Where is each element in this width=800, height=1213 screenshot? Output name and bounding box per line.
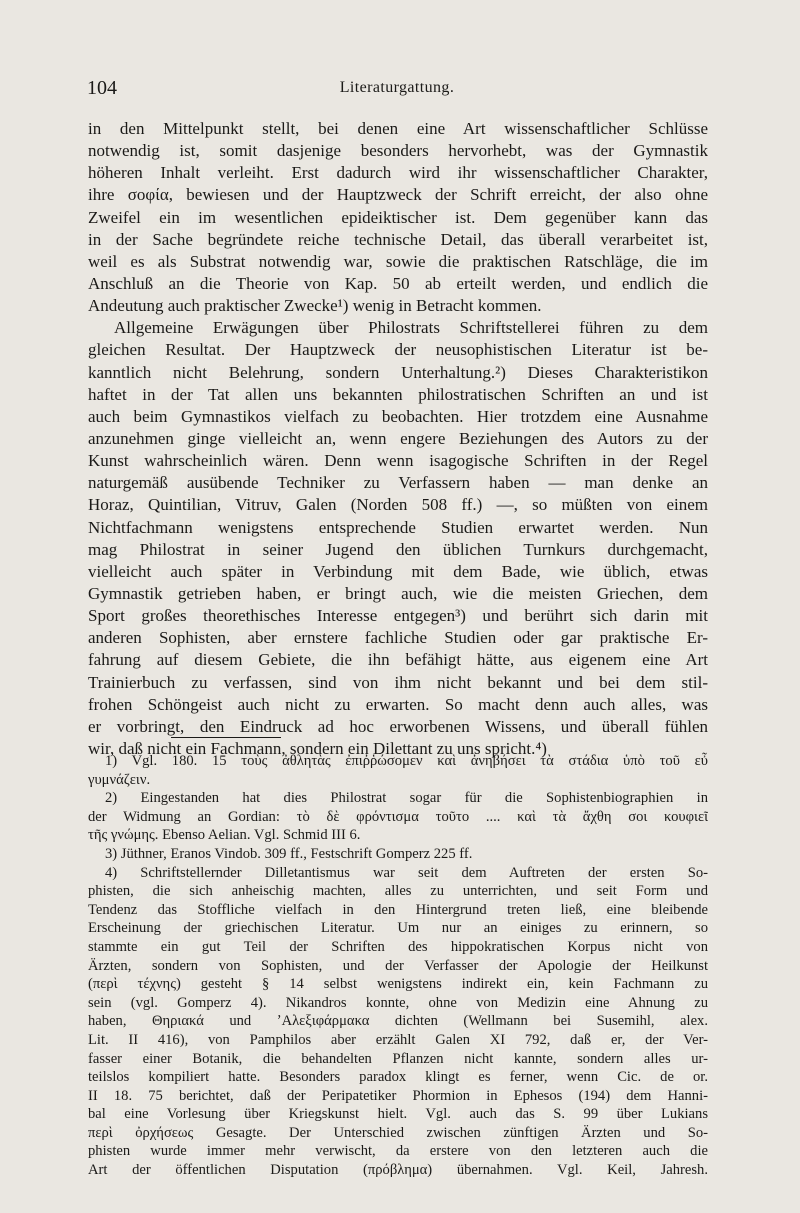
body-line: gleichen Resultat. Der Hauptzweck der neusophistischen Literatur ist be-: [88, 340, 708, 360]
body-line: in den Mittelpunkt stellt, bei denen eine Art wissenschaftlicher Schlüsse: [88, 119, 708, 138]
footnote-line: sein (vgl. Gomperz 4). Nikandros konnte, ohne von Medizin eine Ahnung zu: [88, 994, 708, 1011]
body-line: haftet in der Tat allen uns bekannten philostratischen Schriften an und ist: [88, 384, 708, 404]
body-line: Kunst wahrscheinlich wären. Denn wenn isagogische Schriften in der Regel: [88, 451, 708, 471]
body-line: Trainierbuch zu verfassen, sind von ihm nicht bekannt und bei dem stil-: [88, 672, 708, 692]
footnote-line: 1) Vgl. 180. 15 τοὺς ἀθλητὰς ἐπιῤῥώσομεν καὶ ἀνηβήσει τὰ στάδια ὑπὸ τοῦ εὖ: [105, 753, 708, 769]
footnote-line: Erscheinung der griechischen Literatur. Um nur an einiges zu erinnern, so: [88, 920, 708, 937]
body-line: anzunehmen ginge vielleicht an, wenn engere Beziehungen des Autors zu der: [88, 428, 708, 448]
body-line: auch beim Gymnastikos vielfach zu beobachten. Hier trotzdem eine Ausnahme: [88, 406, 708, 426]
page-header: [87, 76, 707, 100]
footnote-line: 4) Schriftstellernder Dilletantismus war seit dem Auftreten der ersten So-: [105, 864, 708, 881]
body-line: wir, daß nicht ein Fachmann, sondern ein Dilettant zu uns spricht.⁴): [88, 738, 547, 758]
footnote-line: phisten, die sich anheischig machten, alles zu unterrichten, und seit Form und: [88, 883, 708, 900]
body-line: kanntlich nicht Belehrung, sondern Unterhaltung.²) Dieses Charakteristikon: [88, 362, 708, 382]
footnote-line: II 18. 75 berichtet, daß der Peripatetiker Phormion in Ephesos (194) dem Hanni-: [88, 1087, 708, 1104]
body-line: er vorbringt, den Eindruck ad hoc erworbenen Wissens, und überall fühlen: [88, 716, 708, 736]
footnote-line: Lit. II 416), von Pamphilos aber erzählt Galen XI 792, daß er, der Ver-: [88, 1031, 708, 1048]
footnote-separator: [171, 737, 281, 738]
footnote-line: stammte ein gut Teil der Schriften des hippokratischen Korpus nicht von: [88, 938, 708, 955]
body-line: höheren Inhalt verleiht. Erst dadurch wird ihr wissenschaftlicher Charakter,: [88, 163, 708, 183]
footnote-line: bal eine Vorlesung über Kriegskunst hielt. Vgl. auch das S. 99 über Lukians: [88, 1106, 708, 1123]
body-line: Nichtfachmann wenigstens entsprechende Studien erwartet werden. Nun: [88, 517, 708, 537]
body-line: weil es als Substrat notwendig war, sowie die praktischen Ratschläge, die im: [88, 251, 708, 271]
footnote-line: phisten wurde immer mehr verwischt, da erstere von den letzteren auch die: [88, 1143, 708, 1160]
body-line: Andeutung auch praktischer Zwecke¹) wenig in Betracht kommen.: [88, 296, 542, 316]
footnote-line: teilslos kompiliert hatte. Besonders paradox klingt es ferner, wenn Cic. de or.: [88, 1069, 708, 1086]
body-line: Horaz, Quintilian, Vitruv, Galen (Norden 508 ff.) —, so müßten von einem: [88, 495, 708, 515]
footnote-line: 3) Jüthner, Eranos Vindob. 309 ff., Festschrift Gomperz 225 ff.: [105, 845, 473, 862]
running-title: Literaturgattung.: [339, 79, 455, 96]
body-text: [88, 118, 708, 760]
body-line: anderen Sophisten, aber ernstere fachliche Studien oder gar praktische Er-: [88, 628, 708, 648]
footnote-line: τῆς γνώμης. Ebenso Aelian. Vgl. Schmid III 6.: [88, 827, 361, 844]
body-line: Anschluß an die Theorie von Kap. 50 ab erteilt werden, und endlich die: [88, 273, 708, 293]
body-line: naturgemäß ausübende Techniker zu Verfassern haben — man denke an: [88, 473, 708, 493]
footnote-line: haben, Θηριακά und ʼΑλεξιφάρμακα dichten (Wellmann bei Susemihl, alex.: [88, 1013, 708, 1030]
body-line: Gymnastik getrieben haben, er bringt auch, wie die meisten Griechen, dem: [88, 583, 708, 603]
body-line: Allgemeine Erwägungen über Philostrats Schriftstellerei führen zu dem: [114, 318, 708, 338]
footnote-line: περὶ ὀρχήσεως Gesagte. Der Unterschied zwischen zünftigen Ärzten und So-: [88, 1124, 708, 1141]
footnote-line: Tendenz das Stoffliche vielfach in den Hintergrund treten ließ, eine bleibende: [88, 901, 708, 918]
footnote-line: der Widmung an Gordian: τὸ δὲ φρόντισμα τοῦτο .... καὶ τὰ ἄχθη σοι κουφιεῖ: [88, 808, 708, 825]
body-line: fahrung auf diesem Gebiete, die ihn befähigt hätte, aus eigenem eine Art: [88, 650, 708, 670]
footnote-line: Art der öffentlichen Disputation (πρόβλημα) übernahmen. Vgl. Keil, Jahresh.: [88, 1162, 708, 1179]
body-line: ihre σοφία, bewiesen und der Hauptzweck der Schrift erreicht, der also ohne: [88, 185, 708, 205]
body-line: Sport großes theorethisches Interesse entgegen³) und berührt sich darin mit: [88, 606, 708, 626]
footnote-line: Ärzten, sondern von Sophisten, und der Verfasser der Apologie der Heilkunst: [88, 957, 708, 974]
body-line: frohen Schöngeist auch nicht zu erwarten. So macht denn auch alles, was: [88, 694, 708, 714]
body-line: Zweifel ein im wesentlichen epideiktischer ist. Dem gegenüber kann das: [88, 207, 708, 227]
footnote-line: fasser einer Botanik, die behandelten Pflanzen nicht kannte, sondern alles ur-: [88, 1050, 708, 1067]
footnotes: [88, 752, 708, 1180]
footnote-line: (περὶ τέχνης) gesteht § 14 selbst wenigstens indirekt ein, kein Fachmann zu: [88, 976, 708, 993]
page-number: 104: [87, 77, 117, 99]
body-line: in der Sache begründete reiche technische Detail, das überall verarbeitet ist,: [88, 229, 708, 249]
body-line: notwendig ist, somit dasjenige besonders hervorhebt, was der Gymnastik: [88, 141, 708, 161]
footnote-line: 2) Eingestanden hat dies Philostrat sogar für die Sophistenbiographien in: [105, 790, 708, 807]
body-line: vielleicht auch später in Verbindung mit dem Bade, wie üblich, etwas: [88, 561, 708, 581]
footnote-line: γυμνάζειν.: [88, 771, 151, 788]
body-line: mag Philostrat in seiner Jugend den üblichen Turnkurs durchgemacht,: [88, 539, 708, 559]
